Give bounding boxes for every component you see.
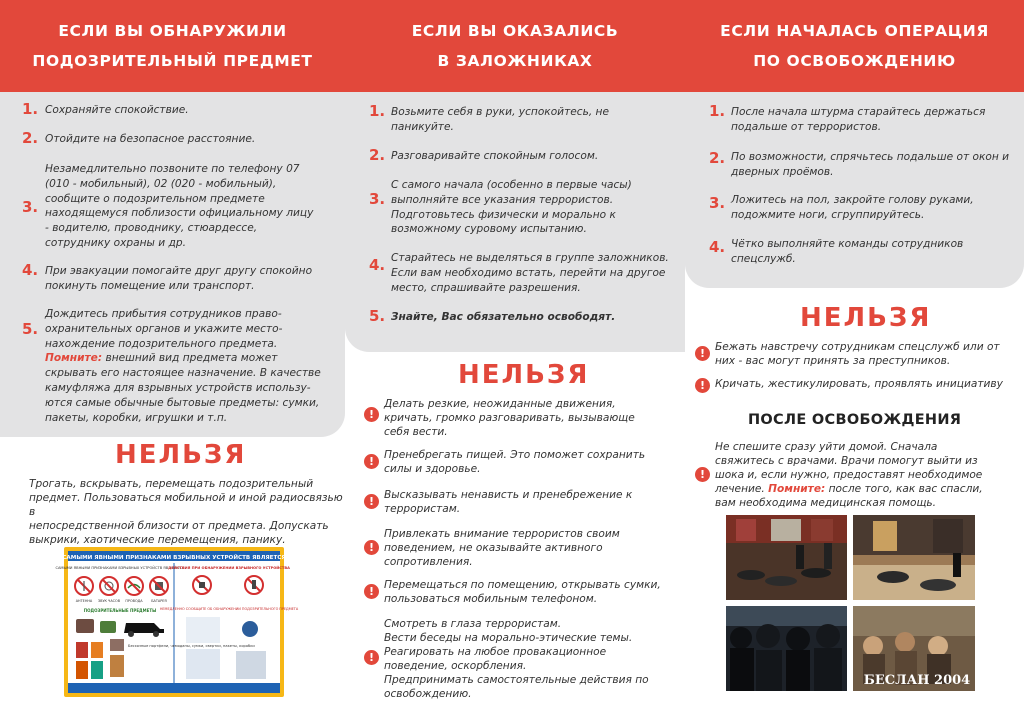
forbidden-heading: НЕЛЬЗЯ xyxy=(458,360,590,390)
clock-icon xyxy=(100,577,118,595)
photo-mall-floor xyxy=(853,515,975,600)
instruction-item: 2. Отойдите на безопасное расстояние. xyxy=(22,129,256,147)
header-rescue-operation xyxy=(685,0,1024,92)
poster-right-heading: ДЕЙСТВИЯ ПРИ ОБНАРУЖЕНИИ ВЗРЫВНОГО УСТРОЙСТВА xyxy=(168,566,290,570)
instruction-item: 3. С самого начала (особенно в первые часы) выполняйте все указания террористов. Подготовьтесь физически и морально к возможному суровому испытанию. xyxy=(369,179,632,236)
svg-text:АНТЕННА: АНТЕННА xyxy=(75,599,93,603)
warning-icon: ! xyxy=(364,494,379,509)
forbidden-item: ! Смотреть в глаза террористам. Вести беседы на морально-этические темы. Реагировать на любое провакационное поведение, оскорбления. Предпринимать самостоятельные действия по освобождению. xyxy=(384,617,649,701)
forbidden-item: ! Бежать навстречу сотрудникам спецслужб или от них - вас могут принять за преступников. xyxy=(715,340,1000,368)
poster-banner: САМЫМИ ЯВНЫМИ ПРИЗНАКАМИ ВЗРЫВНЫХ УСТРОЙСТВ ЯВЛЯЕТСЯ xyxy=(62,555,286,561)
header-suspicious-object xyxy=(0,0,345,92)
antenna-icon xyxy=(75,577,93,595)
instruction-item: 5. Знайте, Вас обязательно освободят. xyxy=(369,307,616,325)
instruction-item: 1. Возьмите себя в руки, успокойтесь, не паникуйте. xyxy=(369,102,609,133)
after-release-heading: ПОСЛЕ ОСВОБОЖДЕНИЯ xyxy=(748,412,962,428)
instruction-item: 1. После начала штурма старайтесь держаться подальше от террористов. xyxy=(709,102,986,133)
instruction-item: 4. Старайтесь не выделяться в группе заложников. Если вам необходимо встать, перейти на другое место, спрашивайте разрешения. xyxy=(369,252,669,294)
svg-text:ПРОВОДА: ПРОВОДА xyxy=(125,599,143,603)
instruction-item: 2. Разговаривайте спокойным голосом. xyxy=(369,146,599,164)
forbidden-item: ! Привлекать внимание террористов своим поведением, не оказывайте активного сопротивления. xyxy=(384,527,620,569)
forbidden-heading: НЕЛЬЗЯ xyxy=(800,303,932,333)
no-phone-icon xyxy=(245,576,263,594)
wires-icon xyxy=(125,577,143,595)
explosive-signs-poster xyxy=(55,547,299,697)
header-line-2: ПОДОЗРИТЕЛЬНЫЙ ПРЕДМЕТ xyxy=(32,52,313,70)
instruction-item: 4. Чётко выполняйте команды сотрудников спецслужб. xyxy=(709,238,964,265)
warning-icon: ! xyxy=(695,378,710,393)
warning-icon: ! xyxy=(364,584,379,599)
warning-icon: ! xyxy=(364,650,379,665)
header-line-1: ЕСЛИ НАЧАЛАСЬ ОПЕРАЦИЯ xyxy=(720,22,989,40)
instruction-item: 3. Незамедлительно позвоните по телефону 07 (010 - мобильный), 02 (020 - мобильный), сообщите о подозрительном предмете находящемуся поблизости официальному лицу - водителю, проводнику, стюардессе, сотруднику охраны и др. xyxy=(22,163,314,249)
header-line-2: ПО ОСВОБОЖДЕНИЮ xyxy=(753,52,956,70)
poster-left-heading: САМЫМИ ЯВНЫМИ ПРИЗНАКАМИ ВЗРЫВНЫХ УСТРОЙСТВ ЯВЛЯЮТСЯ xyxy=(55,566,185,570)
forbidden-item: ! Пренебрегать пищей. Это поможет сохранить силы и здоровье. xyxy=(384,448,645,476)
after-release-text: ! Не спешите сразу уйти домой. Сначала свяжитесь с врачами. Врачи помогут выйти из шока и, если нужно, предоставят необходимое лечение. Помните: после того, как вас спасли, вам необходима медицинская помощь. xyxy=(715,440,983,510)
bag-icon xyxy=(100,621,116,633)
header-line-2: В ЗАЛОЖНИКАХ xyxy=(437,52,593,70)
column-suspicious-object xyxy=(0,0,345,723)
instruction-item: 3. Ложитесь на пол, закройте голову руками, подожмите ноги, сгруппируйтесь. xyxy=(709,194,974,221)
photo-hostages-floor xyxy=(726,515,847,600)
poster-note: Бесхозные портфели, чемоданы, сумки, свертки, пакеты, коробки xyxy=(128,644,255,648)
header-hostages xyxy=(345,0,685,92)
suitcase-icon xyxy=(76,619,94,633)
remember-label: Помните: xyxy=(45,352,103,365)
warning-icon: ! xyxy=(364,407,379,422)
column-rescue-operation xyxy=(685,0,1024,723)
battery-icon xyxy=(150,577,168,595)
instruction-item: 1. Сохраняйте спокойствие. xyxy=(22,100,189,118)
photo-caption: БЕСЛАН 2004 xyxy=(863,673,971,688)
forbidden-heading: НЕЛЬЗЯ xyxy=(115,440,247,470)
poster-right-mid: НЕМЕДЛЕННО СООБЩИТЕ ОБ ОБНАРУЖЕНИИ ПОДОЗРИТЕЛЬНОГО ПРЕДМЕТА xyxy=(159,607,299,611)
warning-icon: ! xyxy=(364,540,379,555)
poster-sub-heading: ПОДОЗРИТЕЛЬНЫЕ ПРЕДМЕТЫ xyxy=(83,608,157,613)
photo-special-forces xyxy=(726,606,847,691)
forbidden-text: Трогать, вскрывать, перемещать подозрительный предмет. Пользоваться мобильной и иной радиосвязью в непосредственной близости от предмета. Допускать выкрики, хаотические перемещения, панику. xyxy=(29,478,343,546)
warning-icon: ! xyxy=(695,346,710,361)
instruction-item: 4. При эвакуации помогайте друг другу спокойно покинуть помещение или транспорт. xyxy=(22,261,313,292)
svg-text:БАТАРЕЯ: БАТАРЕЯ xyxy=(151,599,167,603)
header-line-1: ЕСЛИ ВЫ ОБНАРУЖИЛИ xyxy=(58,22,287,40)
warning-icon: ! xyxy=(364,454,379,469)
warning-icon: ! xyxy=(695,467,710,482)
instruction-item: 5. Дождитесь прибытия сотрудников право- охранительных органов и укажите место- нахождение подозрительного предмета. Помните: внешний вид предмета может скрывать его настоящее назначение. В качестве камуфляжа для взрывных устройств использу- ются самые обычные бытовые предметы: сумки, пакеты, коробки, игрушки и т.п. xyxy=(22,308,321,424)
instruction-item: 2. По возможности, спрячьтесь подальше от окон и дверных проёмов. xyxy=(709,149,1010,178)
phone-operator-icon xyxy=(242,621,258,637)
no-touch-icon xyxy=(193,576,211,594)
forbidden-item: ! Высказывать ненависть и пренебрежение к террористам. xyxy=(384,488,632,516)
column-hostages xyxy=(345,0,685,723)
svg-text:ЗВУК ЧАСОВ: ЗВУК ЧАСОВ xyxy=(97,599,121,603)
header-line-1: ЕСЛИ ВЫ ОКАЗАЛИСЬ xyxy=(411,22,619,40)
luggage-icon xyxy=(76,642,88,658)
forbidden-item: ! Кричать, жестикулировать, проявлять инициативу xyxy=(715,377,1003,391)
photo-beslan-2004 xyxy=(853,606,975,691)
remember-label: Помните: xyxy=(768,483,826,495)
forbidden-item: ! Делать резкие, неожиданные движения, кричать, громко разговаривать, вызывающе себя вести. xyxy=(384,397,635,439)
forbidden-item: ! Перемещаться по помещению, открывать сумки, пользоваться мобильным телефоном. xyxy=(384,578,661,606)
